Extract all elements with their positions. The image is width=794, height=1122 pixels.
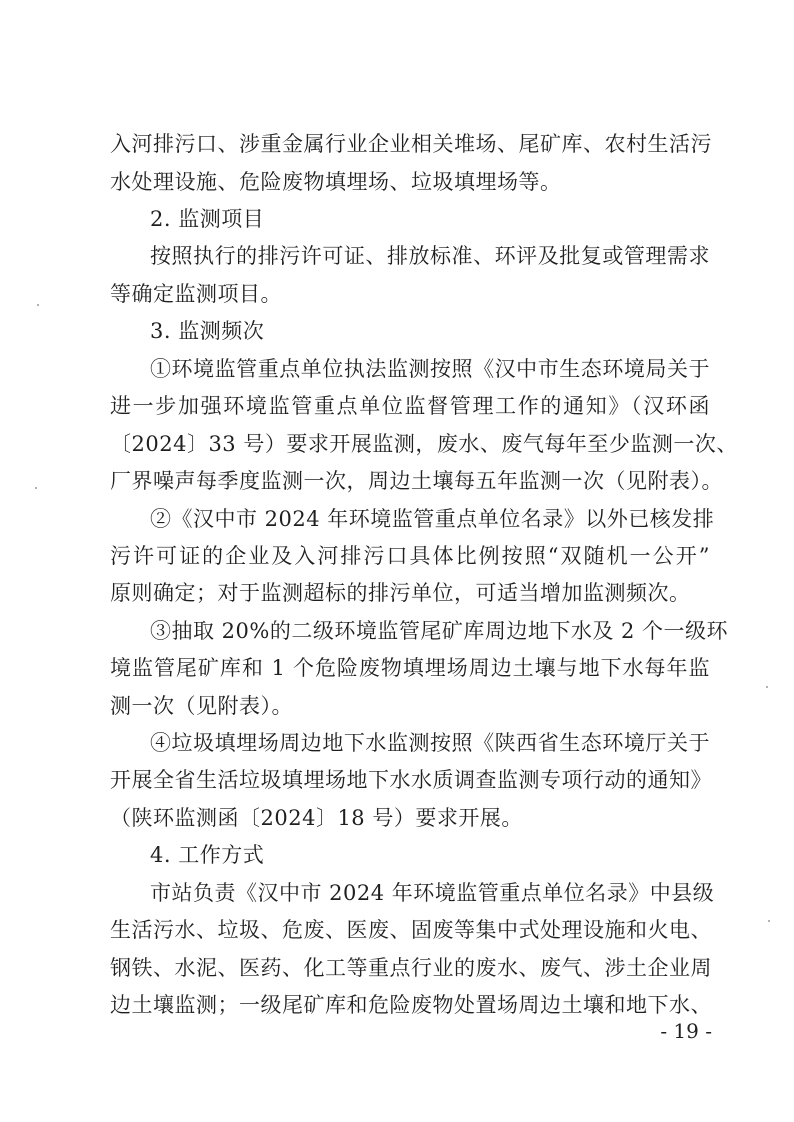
text-line-24: 边土壤监测；一级尾矿库和危险废物处置场周边土壤和地下水、 <box>110 993 712 1017</box>
scan-speck <box>768 920 770 922</box>
page-number: - 19 - <box>660 1019 712 1043</box>
text-line-21: 市站负责《汉中市 2024 年环境监管重点单位名录》中县级 <box>150 881 715 905</box>
text-line-16: 测一次（见附表）。 <box>110 694 293 718</box>
text-line-13: 原则确定；对于监测超标的排污单位，可适当增加监测频次。 <box>110 581 691 605</box>
text-line-5: 等确定监测项目。 <box>110 282 282 306</box>
scan-speck <box>37 304 39 306</box>
scan-speck <box>766 686 768 688</box>
text-line-22: 生活污水、垃圾、危废、医废、固废等集中式处理设施和火电、 <box>110 918 712 942</box>
text-line-14: ③抽取 20%的二级环境监管尾矿库周边地下水及 2 个一级环 <box>150 619 729 643</box>
text-line-23: 钢铁、水泥、医药、化工等重点行业的废水、废气、涉土企业周 <box>110 956 712 980</box>
text-line-12: 污许可证的企业及入河排污口具体比例按照“双随机一公开” <box>110 544 710 568</box>
text-line-1: 入河排污口、涉重金属行业企业相关堆场、尾矿库、农村生活污 <box>110 132 712 156</box>
text-line-8: 进一步加强环境监管重点单位监督管理工作的通知》（汉环函 <box>110 394 710 418</box>
section-heading-monitoring-frequency: 3. 监测频次 <box>150 319 265 343</box>
text-line-2: 水处理设施、危险废物填埋场、垃圾填埋场等。 <box>110 170 562 194</box>
text-line-7: ①环境监管重点单位执法监测按照《汉中市生态环境局关于 <box>150 357 710 381</box>
text-line-4: 按照执行的排污许可证、排放标准、环评及批复或管理需求 <box>150 244 710 268</box>
text-line-11: ②《汉中市 2024 年环境监管重点单位名录》以外已核发排 <box>150 507 715 531</box>
scan-speck <box>35 487 37 489</box>
section-heading-working-method: 4. 工作方式 <box>150 843 265 867</box>
text-line-10: 厂界噪声每季度监测一次，周边土壤每五年监测一次（见附表）。 <box>110 469 723 493</box>
text-line-15: 境监管尾矿库和 1 个危险废物填埋场周边土壤与地下水每年监 <box>110 656 710 680</box>
text-line-18: 开展全省生活垃圾填埋场地下水水质调查监测专项行动的通知》 <box>110 768 712 792</box>
text-line-9: 〔2024〕33 号）要求开展监测，废水、废气每年至少监测一次、 <box>110 432 738 456</box>
text-line-19: （陕环监测函〔2024〕18 号）要求开展。 <box>110 806 523 830</box>
text-line-17: ④垃圾填埋场周边地下水监测按照《陕西省生态环境厅关于 <box>150 731 710 755</box>
section-heading-monitoring-items: 2. 监测项目 <box>150 207 265 231</box>
